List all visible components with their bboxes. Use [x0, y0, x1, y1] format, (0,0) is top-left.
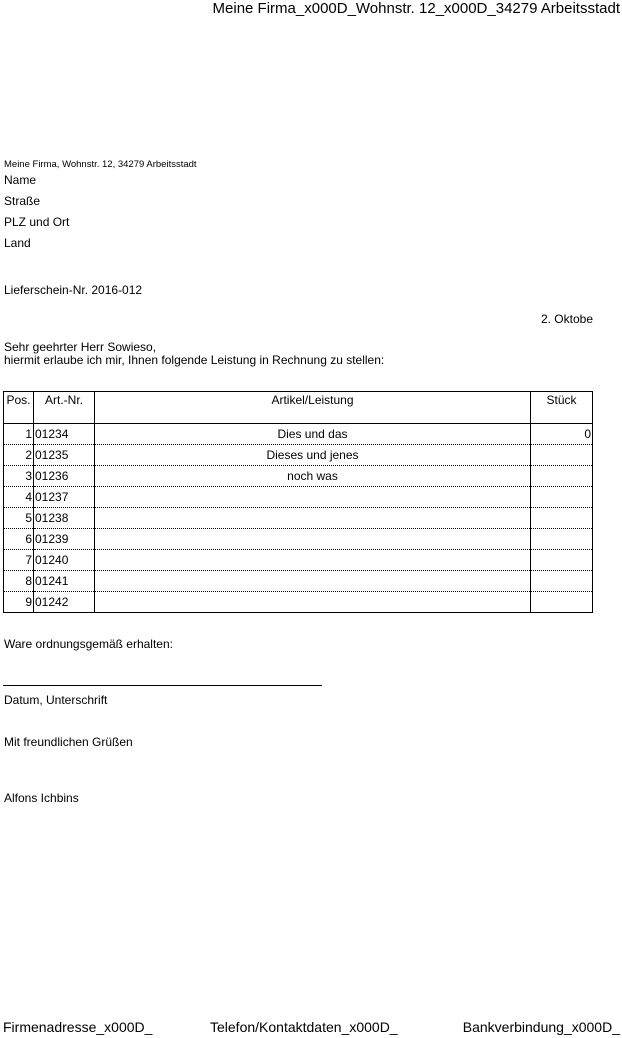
cell-pos: 1 [4, 424, 34, 445]
cell-art-nr: 01241 [34, 571, 95, 592]
table-row [4, 424, 593, 445]
footer-contact: Telefon/Kontaktdaten_x000D_ [210, 1019, 398, 1035]
cell-quantity [531, 571, 593, 592]
cell-pos: 5 [4, 508, 34, 529]
cell-description [95, 487, 531, 508]
cell-pos: 6 [4, 529, 34, 550]
cell-description [95, 571, 531, 592]
signature-label: Datum, Unterschrift [4, 693, 108, 707]
cell-pos: 4 [4, 487, 34, 508]
goods-received-text: Ware ordnungsgemäß erhalten: [4, 637, 173, 651]
cell-quantity [531, 508, 593, 529]
table-row [4, 487, 593, 508]
recipient-city: PLZ und Ort [4, 215, 70, 229]
cell-art-nr: 01237 [34, 487, 95, 508]
intro-text: hiermit erlaube ich mir, Ihnen folgende Leistung in Rechnung zu stellen: [4, 353, 385, 367]
cell-quantity [531, 445, 593, 466]
sender-return-line: Meine Firma, Wohnstr. 12, 34279 Arbeitsstadt [4, 159, 197, 170]
cell-pos: 7 [4, 550, 34, 571]
cell-quantity [531, 529, 593, 550]
table-header-row [4, 392, 593, 424]
cell-art-nr: 01234 [34, 424, 95, 445]
cell-art-nr: 01235 [34, 445, 95, 466]
recipient-name: Name [4, 173, 37, 187]
cell-description: noch was [95, 466, 531, 487]
footer-bank: Bankverbindung_x000D_ [462, 1019, 620, 1035]
header-description: Artikel/Leistung [95, 392, 531, 424]
cell-art-nr: 01236 [34, 466, 95, 487]
cell-description [95, 529, 531, 550]
recipient-street: Straße [4, 194, 41, 208]
cell-description: Dies und das [95, 424, 531, 445]
recipient-country: Land [4, 236, 31, 250]
table-row [4, 466, 593, 487]
cell-quantity: 0 [531, 424, 593, 445]
cell-pos: 8 [4, 571, 34, 592]
delivery-note-number: Lieferschein-Nr. 2016-012 [4, 283, 143, 297]
signer-name: Alfons Ichbins [4, 791, 79, 805]
table-row [4, 445, 593, 466]
cell-description [95, 508, 531, 529]
cell-quantity [531, 550, 593, 571]
cell-quantity [531, 466, 593, 487]
cell-art-nr: 01240 [34, 550, 95, 571]
cell-description [95, 550, 531, 571]
footer-address: Firmenadresse_x000D_ [3, 1019, 153, 1035]
header-art-nr: Art.-Nr. [34, 392, 95, 424]
table-row [4, 508, 593, 529]
table-row [4, 529, 593, 550]
cell-quantity [531, 487, 593, 508]
cell-pos: 2 [4, 445, 34, 466]
cell-quantity [531, 592, 593, 613]
cell-art-nr: 01242 [34, 592, 95, 613]
header-quantity: Stück [531, 392, 593, 424]
company-header: Meine Firma_x000D_Wohnstr. 12_x000D_34279 Arbeitsstadt [212, 0, 620, 17]
cell-art-nr: 01239 [34, 529, 95, 550]
cell-art-nr: 01238 [34, 508, 95, 529]
cell-description [95, 592, 531, 613]
cell-pos: 9 [4, 592, 34, 613]
signature-line [3, 685, 322, 686]
cell-description: Dieses und jenes [95, 445, 531, 466]
cell-pos: 3 [4, 466, 34, 487]
header-pos: Pos. [4, 392, 34, 424]
document-date: 2. Oktobe [540, 312, 593, 326]
items-table [3, 391, 593, 613]
table-row [4, 571, 593, 592]
salutation: Sehr geehrter Herr Sowieso, [4, 340, 157, 354]
closing-text: Mit freundlichen Grüßen [4, 735, 133, 749]
table-row [4, 592, 593, 613]
table-row [4, 550, 593, 571]
